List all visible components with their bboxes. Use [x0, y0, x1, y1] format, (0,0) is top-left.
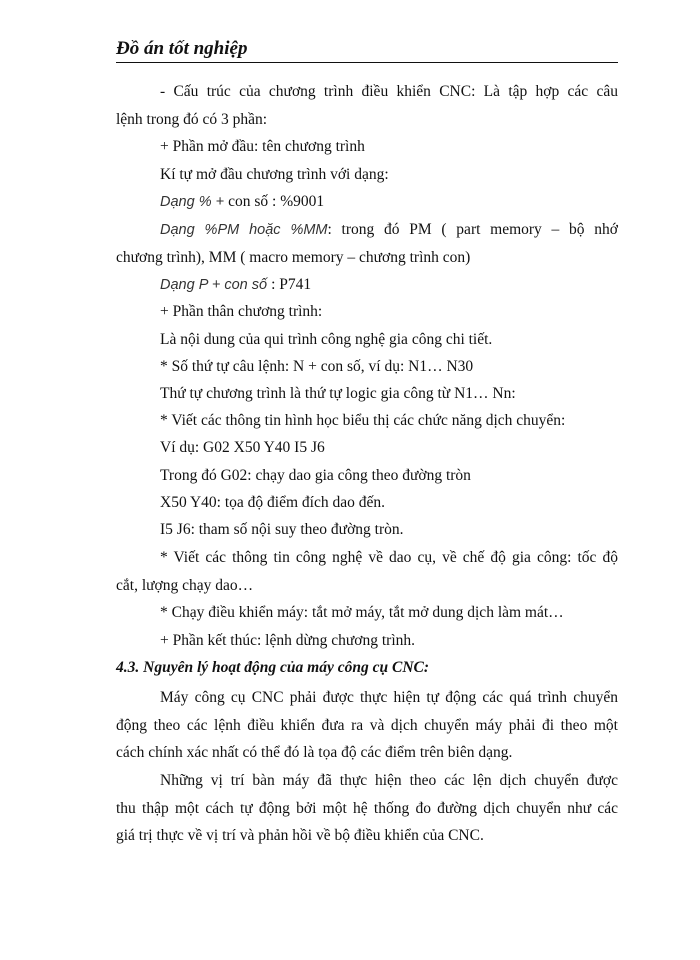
tech-info-line-2: cắt, lượng chạy dao…	[116, 577, 254, 594]
part-open-title: + Phần mở đầu: tên chương trình	[160, 138, 365, 155]
ij-line: I5 J6: tham số nội suy theo đường tròn.	[160, 521, 404, 538]
example-line: Ví dụ: G02 X50 Y40 I5 J6	[160, 439, 325, 456]
form1-text: con số : %9001	[228, 193, 325, 210]
tech-info-line-1: * Viết các thông tin công nghệ về dao cụ, về chế độ gia công: tốc độ	[160, 549, 618, 566]
p1-line-2: động theo các lệnh điều khiển đưa ra và dịch chuyển máy phải đi theo một	[116, 717, 618, 734]
header-divider	[116, 62, 618, 63]
form1-line	[160, 192, 618, 212]
p2-line-2: thu thập một cách tự động bởi một hệ thống đo đường dịch chuyển như các	[116, 800, 618, 817]
form1-label: Dạng % +	[160, 194, 229, 210]
form2-label: Dạng %PM hoặc %MM	[160, 222, 328, 238]
p1-line-1: Máy công cụ CNC phải được thực hiện tự động các quá trình chuyển	[160, 689, 618, 706]
p2-line-3: giá trị thực về vị trí và phản hồi về bộ điều khiển của CNC.	[116, 827, 484, 844]
section-heading: 4.3. Nguyên lý hoạt động của máy công cụ CNC:	[116, 659, 430, 676]
form3-line	[160, 275, 618, 295]
p1-line-3: cách chính xác nhất có thể đó là tọa độ các điểm trên biên dạng.	[116, 744, 513, 761]
form2-line-2: chương trình), MM ( macro memory – chương trình con)	[116, 249, 471, 266]
page-header-title: Đồ án tốt nghiệp	[116, 38, 248, 59]
intro-line-2: lệnh trong đó có 3 phần:	[116, 111, 268, 128]
p2-line-1: Những vị trí bàn máy đã thực hiện theo các lện dịch chuyển được	[160, 772, 618, 789]
form3-label: Dạng P + con số	[160, 277, 272, 293]
form2-line	[160, 220, 618, 240]
part-body-title: + Phần thân chương trình:	[160, 303, 323, 320]
part-open-desc: Kí tự mở đầu chương trình với dạng:	[160, 166, 389, 183]
sequence-number-line: * Số thứ tự câu lệnh: N + con số, ví dụ: N1… N30	[160, 358, 474, 375]
program-order-line: Thứ tự chương trình là thứ tự logic gia công từ N1… Nn:	[160, 385, 516, 402]
form3-text: : P741	[271, 276, 312, 293]
intro-line-1: - Cấu trúc của chương trình điều khiển CNC: Là tập hợp các câu	[160, 83, 618, 100]
geometry-info-line: * Viết các thông tin hình học biểu thị các chức năng dịch chuyển:	[160, 412, 566, 429]
machine-control-line: * Chạy điều khiển máy: tắt mở máy, tắt mở dung dịch làm mát…	[160, 604, 564, 621]
g02-where-line: Trong đó G02: chạy dao gia công theo đường tròn	[160, 467, 471, 484]
xy-line: X50 Y40: tọa độ điểm đích dao đến.	[160, 494, 385, 511]
part-body-desc: Là nội dung của qui trình công nghệ gia công chi tiết.	[160, 331, 493, 348]
part-end-title: + Phần kết thúc: lệnh dừng chương trình.	[160, 632, 416, 649]
form2-text: : trong đó PM ( part memory – bộ nhớ	[327, 221, 618, 238]
